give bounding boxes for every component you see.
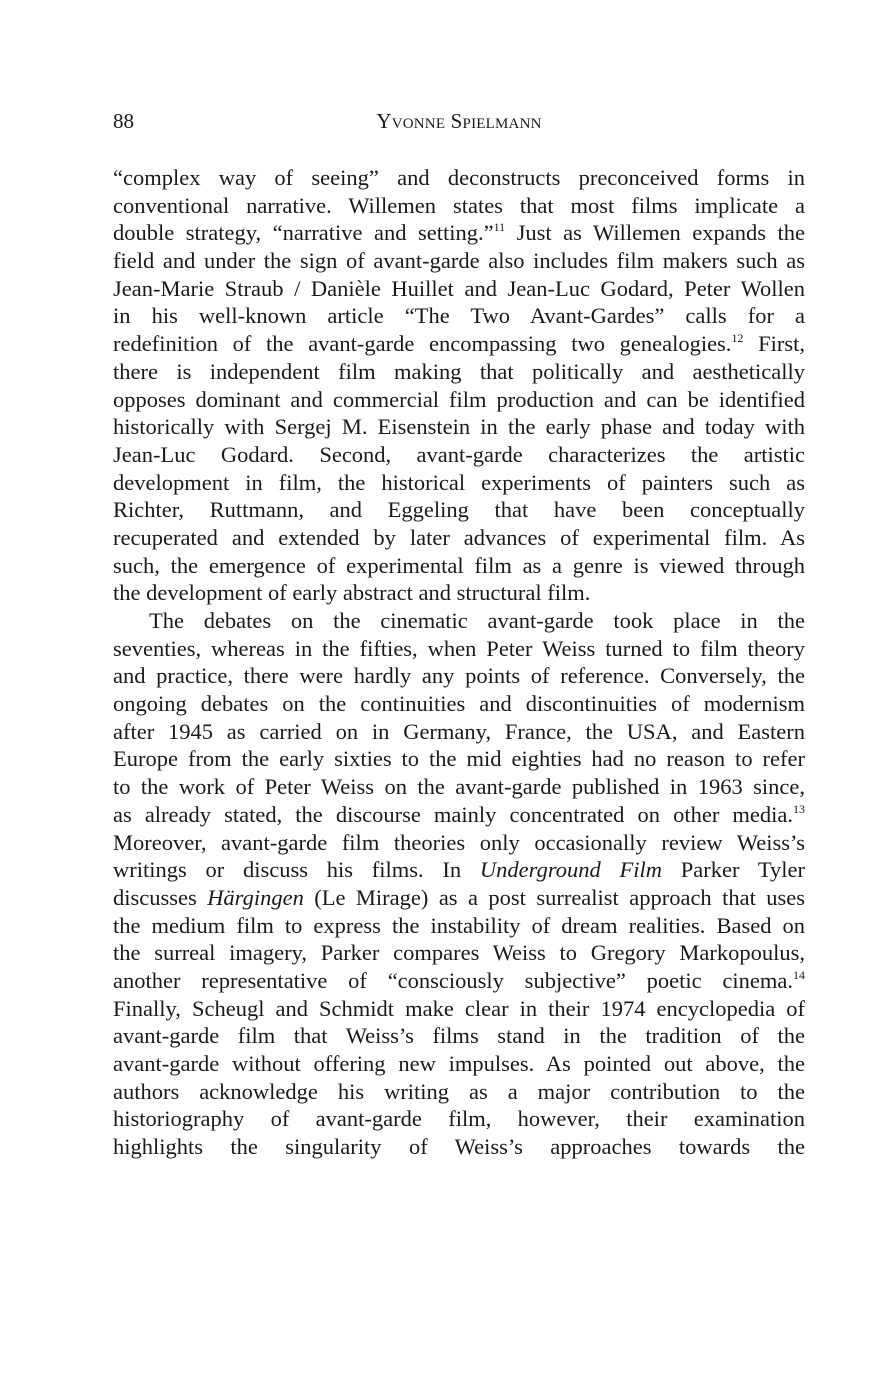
- text-line: in his well-known article “The Two Avant-Gardes” calls for a: [113, 303, 805, 329]
- text-line: historically with Sergej M. Eisenstein in the early phase and today with: [113, 414, 805, 440]
- text-line: Jean-Luc Godard. Second, avant-garde characterizes the artistic: [113, 441, 805, 467]
- text-line: The debates on the cinematic avant-garde took place in the: [149, 608, 805, 633]
- text-line: authors acknowledge his writing as a major contribution to the: [113, 1078, 805, 1104]
- text-line: avant-garde without offering new impulses. As pointed out above, the: [113, 1051, 805, 1076]
- text-line: ongoing debates on the continuities and discontinuities of modernism: [113, 691, 805, 717]
- text-line: highlights the singularity of Weiss’s approaches towards the: [113, 1134, 805, 1160]
- footnote-marker: 12: [731, 331, 744, 346]
- italic-title: Härgingen: [207, 884, 304, 910]
- text-line: after 1945 as carried on in Germany, France, the USA, and Eastern: [113, 718, 805, 744]
- text-line: field and under the sign of avant-garde also includes film makers such as: [113, 248, 805, 274]
- text-line: there is independent film making that politically and aesthetically: [113, 358, 805, 384]
- footnote-marker: 11: [493, 220, 506, 235]
- running-head-author: Yvonne Spielmann: [376, 109, 542, 133]
- text-line: Moreover, avant-garde film theories only occasionally review Weiss’s: [113, 829, 805, 855]
- text-line: Finally, Scheugl and Schmidt make clear in their 1974 encyclopedia of: [113, 995, 805, 1021]
- text-line: Europe from the early sixties to the mid eighties had no reason to refer: [113, 746, 805, 772]
- text-line: the medium film to express the instability of dream realities. Based on: [113, 912, 805, 938]
- text-line: another representative of “consciously subjective” poetic cinema.$^{14}$: [113, 967, 805, 993]
- text-line: conventional narrative. Willemen states that most films implicate a: [113, 192, 805, 218]
- text-line: historiography of avant-garde film, however, their examination: [113, 1106, 805, 1132]
- footnote-marker: 14: [793, 967, 805, 982]
- running-head: [113, 107, 805, 135]
- text-line: the development of early abstract and structural film.: [113, 580, 591, 606]
- text-line: the surreal imagery, Parker compares Weiss to Gregory Markopoulus,: [113, 940, 805, 966]
- text-line: redefinition of the avant-garde encompassing two genealogies.$^{12}$ First,: [113, 331, 805, 357]
- paragraph: [113, 164, 805, 607]
- text-line: development in film, the historical experiments of painters such as: [113, 469, 805, 495]
- text-line: double strategy, “narrative and setting.”$^{11}$ Just as Willemen expands the: [113, 220, 805, 246]
- body-text: [113, 164, 805, 1161]
- text-line: writings or discuss his films. In Underground Film Parker Tyler: [113, 857, 805, 883]
- text-line: avant-garde film that Weiss’s films stand in the tradition of the: [113, 1023, 805, 1049]
- text-line: Richter, Ruttmann, and Eggeling that have been conceptually: [113, 497, 805, 523]
- text-line: Jean-Marie Straub / Danièle Huillet and Jean-Luc Godard, Peter Wollen: [113, 275, 805, 301]
- text-line: “complex way of seeing” and deconstructs preconceived forms in: [113, 165, 805, 190]
- text-line: such, the emergence of experimental film as a genre is viewed through: [113, 552, 805, 578]
- text-line: seventies, whereas in the fifties, when Peter Weiss turned to film theory: [113, 635, 805, 661]
- text-line: to the work of Peter Weiss on the avant-garde published in 1963 since,: [113, 774, 805, 800]
- text-line: as already stated, the discourse mainly concentrated on other media.$^{13}$: [113, 801, 805, 827]
- page-number: 88: [113, 109, 134, 133]
- text-line: recuperated and extended by later advances of experimental film. As: [113, 524, 805, 550]
- text-line: opposes dominant and commercial film production and can be identified: [113, 386, 805, 412]
- italic-title: Underground Film: [479, 857, 663, 883]
- footnote-marker: 13: [793, 801, 805, 816]
- text-line: discusses Härgingen (Le Mirage) as a post surrealist approach that uses: [113, 884, 806, 910]
- paragraph: [113, 607, 805, 1161]
- text-line: and practice, there were hardly any points of reference. Conversely, the: [113, 663, 805, 689]
